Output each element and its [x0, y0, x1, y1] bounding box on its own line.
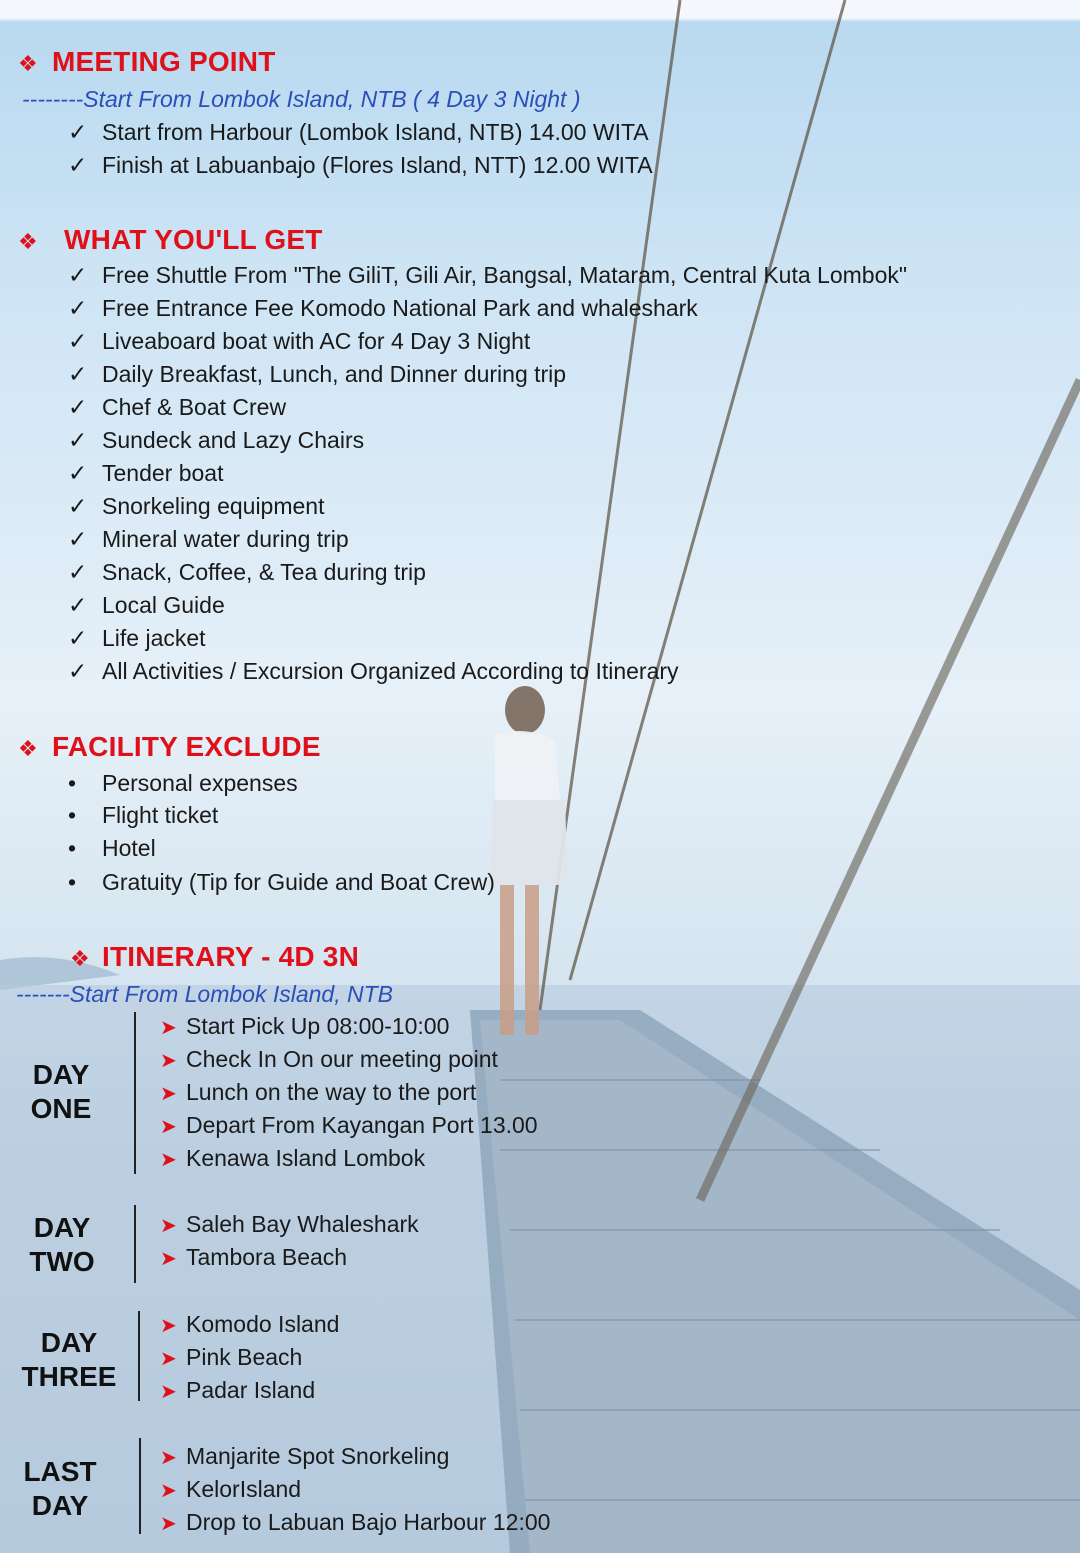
check-icon: ✓	[68, 361, 88, 387]
itinerary-subtitle: -------Start From Lombok Island, NTB	[16, 981, 393, 1007]
itinerary-item: ➤ Pink Beach	[160, 1344, 303, 1370]
arrow-right-icon: ➤	[160, 1381, 177, 1403]
arrow-right-icon: ➤	[160, 1513, 177, 1535]
list-item: • Gratuity (Tip for Guide and Boat Crew)	[68, 869, 495, 895]
arrow-right-icon: ➤	[160, 1149, 177, 1171]
list-item: ✓ Mineral water during trip	[68, 526, 349, 552]
list-item: ✓ Finish at Labuanbajo (Flores Island, NTT) 12.00 WITA	[68, 152, 653, 178]
diamond-bullet-icon: ❖	[18, 51, 38, 76]
itinerary-item: ➤ Manjarite Spot Snorkeling	[160, 1443, 450, 1469]
day-three-label: DAY THREE	[21, 1327, 117, 1392]
check-icon: ✓	[68, 394, 88, 420]
bullet-dot-icon: •	[68, 802, 77, 828]
list-item: ✓ Snack, Coffee, & Tea during trip	[68, 559, 426, 585]
day-divider	[139, 1438, 141, 1534]
check-icon: ✓	[68, 460, 88, 486]
arrow-right-icon: ➤	[160, 1083, 177, 1105]
list-item: ✓ Liveaboard boat with AC for 4 Day 3 Night	[68, 328, 531, 354]
diamond-bullet-icon: ❖	[70, 946, 90, 971]
arrow-right-icon: ➤	[160, 1248, 177, 1270]
list-item: ✓ Free Shuttle From "The GiliT, Gili Air, Bangsal, Mataram, Central Kuta Lombok"	[68, 262, 908, 288]
itinerary-item: ➤ Komodo Island	[160, 1311, 340, 1337]
list-item: • Hotel	[68, 835, 156, 861]
meeting-point-title: MEETING POINT	[52, 46, 276, 77]
check-icon: ✓	[68, 152, 88, 178]
itinerary-item: ➤ Check In On our meeting point	[160, 1046, 498, 1072]
itinerary-title: ITINERARY - 4D 3N	[102, 941, 359, 972]
check-icon: ✓	[68, 493, 88, 519]
what-you-get-heading	[18, 224, 323, 256]
bullet-dot-icon: •	[68, 835, 77, 861]
list-item: • Flight ticket	[68, 802, 219, 828]
itinerary-item: ➤ Depart From Kayangan Port 13.00	[160, 1112, 538, 1138]
check-icon: ✓	[68, 328, 88, 354]
itinerary-item: ➤ Lunch on the way to the port	[160, 1079, 477, 1105]
itinerary-item: ➤ Drop to Labuan Bajo Harbour 12:00	[160, 1509, 551, 1535]
arrow-right-icon: ➤	[160, 1315, 177, 1337]
what-you-get-title: WHAT YOU'LL GET	[64, 224, 323, 255]
day-two-label: DAY TWO	[29, 1212, 95, 1277]
check-icon: ✓	[68, 427, 88, 453]
arrow-right-icon: ➤	[160, 1215, 177, 1237]
itinerary-heading	[70, 941, 359, 973]
diamond-bullet-icon: ❖	[18, 229, 38, 254]
check-icon: ✓	[68, 658, 88, 684]
itinerary-item: ➤ Tambora Beach	[160, 1244, 348, 1270]
arrow-right-icon: ➤	[160, 1017, 177, 1039]
check-icon: ✓	[68, 295, 88, 321]
check-icon: ✓	[68, 559, 88, 585]
itinerary-item: ➤ KelorIsland	[160, 1476, 302, 1502]
meeting-point-heading	[18, 46, 276, 78]
check-icon: ✓	[68, 592, 88, 618]
arrow-right-icon: ➤	[160, 1447, 177, 1469]
list-item: • Personal expenses	[68, 770, 298, 796]
list-item: ✓ Chef & Boat Crew	[68, 394, 287, 420]
bullet-dot-icon: •	[68, 770, 77, 796]
day-divider	[134, 1012, 136, 1174]
itinerary-item: ➤ Padar Island	[160, 1377, 316, 1403]
itinerary-item: ➤ Start Pick Up 08:00-10:00	[160, 1013, 450, 1039]
check-icon: ✓	[68, 262, 88, 288]
list-item: ✓ Life jacket	[68, 625, 206, 651]
arrow-right-icon: ➤	[160, 1348, 177, 1370]
arrow-right-icon: ➤	[160, 1116, 177, 1138]
day-divider	[138, 1311, 140, 1401]
list-item: ✓ Sundeck and Lazy Chairs	[68, 427, 365, 453]
day-divider	[134, 1205, 136, 1283]
list-item: ✓ Tender boat	[68, 460, 224, 486]
facility-exclude-heading	[18, 731, 321, 763]
list-item: ✓ Daily Breakfast, Lunch, and Dinner during trip	[68, 361, 567, 387]
check-icon: ✓	[68, 119, 88, 145]
check-icon: ✓	[68, 526, 88, 552]
meeting-point-subtitle: --------Start From Lombok Island, NTB ( 4 Day 3 Night )	[22, 86, 581, 112]
list-item: ✓ Start from Harbour (Lombok Island, NTB) 14.00 WITA	[68, 119, 649, 145]
list-item: ✓ Local Guide	[68, 592, 225, 618]
check-icon: ✓	[68, 625, 88, 651]
facility-exclude-title: FACILITY EXCLUDE	[52, 731, 321, 762]
itinerary-item: ➤ Kenawa Island Lombok	[160, 1145, 426, 1171]
diamond-bullet-icon: ❖	[18, 736, 38, 761]
arrow-right-icon: ➤	[160, 1480, 177, 1502]
list-item: ✓ All Activities / Excursion Organized According to Itinerary	[68, 658, 679, 684]
last-day-label: LAST DAY	[23, 1456, 97, 1521]
bullet-dot-icon: •	[68, 869, 77, 895]
day-one-label: DAY ONE	[30, 1059, 92, 1124]
itinerary-item: ➤ Saleh Bay Whaleshark	[160, 1211, 419, 1237]
list-item: ✓ Snorkeling equipment	[68, 493, 325, 519]
arrow-right-icon: ➤	[160, 1050, 177, 1072]
list-item: ✓ Free Entrance Fee Komodo National Park and whaleshark	[68, 295, 698, 321]
